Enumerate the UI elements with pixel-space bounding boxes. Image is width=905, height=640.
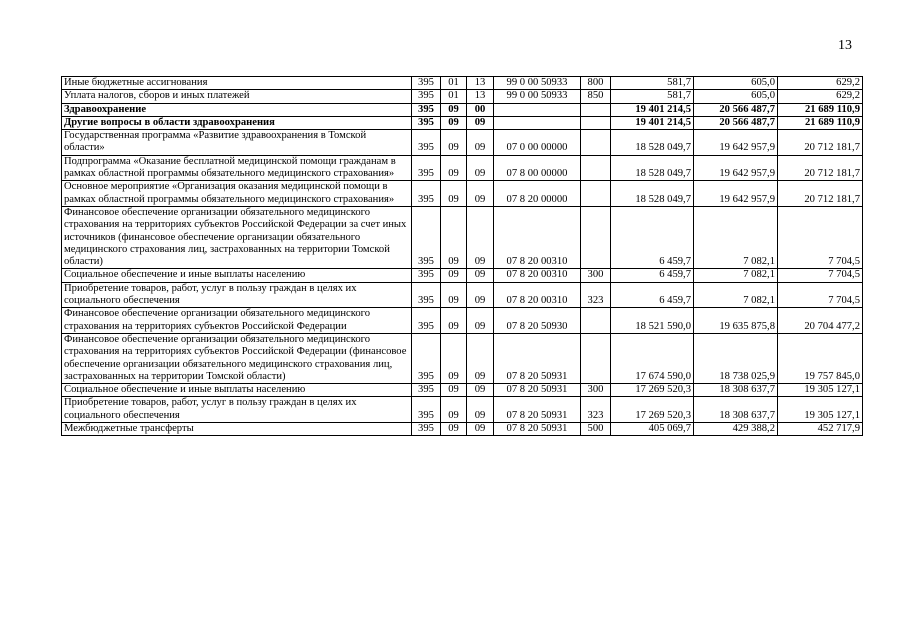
cell-subsection: 09 <box>467 155 494 181</box>
cell-section: 09 <box>441 282 467 308</box>
cell-expense-type <box>581 308 611 334</box>
cell-admin-code: 395 <box>412 384 441 397</box>
cell-target-article: 07 8 00 00000 <box>494 155 581 181</box>
cell-admin-code: 395 <box>412 308 441 334</box>
cell-name: Приобретение товаров, работ, услуг в пользу граждан в целях их социального обеспечения <box>62 282 412 308</box>
cell-amount-year-2: 19 642 957,9 <box>694 130 778 156</box>
cell-subsection: 09 <box>467 308 494 334</box>
cell-amount-year-1: 19 401 214,5 <box>611 103 694 116</box>
cell-admin-code: 395 <box>412 423 441 436</box>
table-row <box>62 308 863 334</box>
budget-table <box>61 76 863 436</box>
cell-target-article: 07 8 20 00310 <box>494 269 581 282</box>
cell-section: 09 <box>441 103 467 116</box>
table-row <box>62 103 863 116</box>
cell-name: Социальное обеспечение и иные выплаты населению <box>62 269 412 282</box>
cell-expense-type <box>581 206 611 268</box>
table-row <box>62 282 863 308</box>
cell-name: Приобретение товаров, работ, услуг в пользу граждан в целях их социального обеспечения <box>62 397 412 423</box>
cell-expense-type <box>581 130 611 156</box>
cell-section: 09 <box>441 116 467 129</box>
page-number: 13 <box>838 38 852 53</box>
cell-target-article: 07 8 20 50930 <box>494 308 581 334</box>
cell-name: Финансовое обеспечение организации обязательного медицинского страхования на территориях субъектов Российской Федерации <box>62 308 412 334</box>
cell-amount-year-3: 19 305 127,1 <box>778 384 863 397</box>
cell-section: 09 <box>441 269 467 282</box>
cell-target-article: 07 0 00 00000 <box>494 130 581 156</box>
cell-expense-type: 800 <box>581 77 611 90</box>
cell-amount-year-1: 17 269 520,3 <box>611 384 694 397</box>
cell-expense-type <box>581 116 611 129</box>
cell-section: 09 <box>441 308 467 334</box>
cell-section: 09 <box>441 384 467 397</box>
cell-amount-year-3: 7 704,5 <box>778 282 863 308</box>
cell-admin-code: 395 <box>412 77 441 90</box>
cell-target-article: 07 8 20 00310 <box>494 206 581 268</box>
cell-expense-type <box>581 181 611 207</box>
cell-amount-year-2: 18 738 025,9 <box>694 333 778 383</box>
cell-amount-year-2: 18 308 637,7 <box>694 384 778 397</box>
cell-amount-year-3: 7 704,5 <box>778 269 863 282</box>
cell-admin-code: 395 <box>412 333 441 383</box>
cell-section: 09 <box>441 155 467 181</box>
cell-expense-type: 850 <box>581 90 611 103</box>
cell-amount-year-3: 20 712 181,7 <box>778 130 863 156</box>
cell-section: 09 <box>441 423 467 436</box>
cell-target-article: 07 8 20 50931 <box>494 397 581 423</box>
cell-expense-type <box>581 103 611 116</box>
cell-admin-code: 395 <box>412 282 441 308</box>
cell-subsection: 09 <box>467 130 494 156</box>
cell-subsection: 09 <box>467 397 494 423</box>
cell-target-article: 07 8 20 50931 <box>494 333 581 383</box>
cell-subsection: 09 <box>467 423 494 436</box>
cell-amount-year-2: 7 082,1 <box>694 206 778 268</box>
cell-admin-code: 395 <box>412 269 441 282</box>
cell-section: 01 <box>441 90 467 103</box>
cell-admin-code: 395 <box>412 90 441 103</box>
cell-expense-type: 300 <box>581 269 611 282</box>
cell-section: 09 <box>441 130 467 156</box>
cell-target-article <box>494 116 581 129</box>
table-row <box>62 397 863 423</box>
cell-amount-year-1: 17 674 590,0 <box>611 333 694 383</box>
cell-subsection: 09 <box>467 181 494 207</box>
cell-amount-year-3: 629,2 <box>778 90 863 103</box>
cell-amount-year-3: 20 704 477,2 <box>778 308 863 334</box>
cell-amount-year-2: 7 082,1 <box>694 282 778 308</box>
cell-subsection: 09 <box>467 333 494 383</box>
cell-amount-year-1: 19 401 214,5 <box>611 116 694 129</box>
table-body <box>62 77 863 436</box>
cell-admin-code: 395 <box>412 130 441 156</box>
cell-subsection: 09 <box>467 116 494 129</box>
cell-expense-type: 323 <box>581 397 611 423</box>
cell-amount-year-3: 21 689 110,9 <box>778 116 863 129</box>
cell-section: 01 <box>441 77 467 90</box>
cell-name: Межбюджетные трансферты <box>62 423 412 436</box>
cell-target-article: 99 0 00 50933 <box>494 77 581 90</box>
cell-subsection: 09 <box>467 384 494 397</box>
cell-amount-year-3: 20 712 181,7 <box>778 181 863 207</box>
cell-name: Социальное обеспечение и иные выплаты населению <box>62 384 412 397</box>
table-row <box>62 423 863 436</box>
table-row <box>62 116 863 129</box>
cell-amount-year-3: 19 757 845,0 <box>778 333 863 383</box>
cell-target-article: 07 8 20 00310 <box>494 282 581 308</box>
cell-section: 09 <box>441 397 467 423</box>
cell-amount-year-3: 19 305 127,1 <box>778 397 863 423</box>
cell-name: Государственная программа «Развитие здравоохранения в Томской области» <box>62 130 412 156</box>
cell-subsection: 13 <box>467 90 494 103</box>
table-row <box>62 384 863 397</box>
cell-admin-code: 395 <box>412 103 441 116</box>
cell-section: 09 <box>441 181 467 207</box>
cell-amount-year-2: 429 388,2 <box>694 423 778 436</box>
cell-name: Финансовое обеспечение организации обязательного медицинского страхования на территориях субъектов Российской Федерации за счет иных источников (финансовое обеспечение организации обязательного медицинского страхования лиц, застрахованных на территории Томской области) <box>62 206 412 268</box>
cell-amount-year-1: 6 459,7 <box>611 282 694 308</box>
cell-name: Иные бюджетные ассигнования <box>62 77 412 90</box>
cell-amount-year-1: 405 069,7 <box>611 423 694 436</box>
cell-subsection: 09 <box>467 282 494 308</box>
cell-amount-year-2: 19 642 957,9 <box>694 155 778 181</box>
cell-expense-type: 300 <box>581 384 611 397</box>
cell-target-article: 07 8 20 00000 <box>494 181 581 207</box>
cell-amount-year-3: 20 712 181,7 <box>778 155 863 181</box>
table-row <box>62 181 863 207</box>
cell-expense-type: 500 <box>581 423 611 436</box>
cell-subsection: 13 <box>467 77 494 90</box>
cell-name: Подпрограмма «Оказание бесплатной медицинской помощи гражданам в рамках областной программы обязательного медицинского страхования» <box>62 155 412 181</box>
cell-amount-year-2: 18 308 637,7 <box>694 397 778 423</box>
table-row <box>62 269 863 282</box>
cell-amount-year-3: 21 689 110,9 <box>778 103 863 116</box>
cell-admin-code: 395 <box>412 116 441 129</box>
cell-admin-code: 395 <box>412 155 441 181</box>
cell-amount-year-1: 18 528 049,7 <box>611 155 694 181</box>
cell-name: Здравоохранение <box>62 103 412 116</box>
cell-amount-year-1: 581,7 <box>611 90 694 103</box>
cell-subsection: 09 <box>467 206 494 268</box>
cell-amount-year-2: 20 566 487,7 <box>694 103 778 116</box>
cell-amount-year-1: 18 528 049,7 <box>611 130 694 156</box>
cell-amount-year-1: 581,7 <box>611 77 694 90</box>
cell-amount-year-1: 6 459,7 <box>611 206 694 268</box>
cell-admin-code: 395 <box>412 181 441 207</box>
cell-expense-type <box>581 155 611 181</box>
cell-amount-year-1: 6 459,7 <box>611 269 694 282</box>
cell-amount-year-2: 605,0 <box>694 77 778 90</box>
cell-amount-year-1: 17 269 520,3 <box>611 397 694 423</box>
table-row <box>62 155 863 181</box>
table-row <box>62 77 863 90</box>
cell-amount-year-1: 18 528 049,7 <box>611 181 694 207</box>
cell-amount-year-2: 7 082,1 <box>694 269 778 282</box>
cell-subsection: 09 <box>467 269 494 282</box>
cell-name: Финансовое обеспечение организации обязательного медицинского страхования на территориях субъектов Российской Федерации (финансовое обеспечение организации обязательного медицинского страхования лиц, застрахованных на территории Томской области) <box>62 333 412 383</box>
cell-admin-code: 395 <box>412 206 441 268</box>
cell-target-article: 07 8 20 50931 <box>494 423 581 436</box>
cell-amount-year-2: 20 566 487,7 <box>694 116 778 129</box>
cell-expense-type <box>581 333 611 383</box>
cell-name: Другие вопросы в области здравоохранения <box>62 116 412 129</box>
cell-amount-year-3: 452 717,9 <box>778 423 863 436</box>
table-row <box>62 333 863 383</box>
table-row <box>62 90 863 103</box>
cell-section: 09 <box>441 333 467 383</box>
cell-name: Уплата налогов, сборов и иных платежей <box>62 90 412 103</box>
cell-subsection: 00 <box>467 103 494 116</box>
cell-amount-year-3: 7 704,5 <box>778 206 863 268</box>
cell-target-article: 99 0 00 50933 <box>494 90 581 103</box>
cell-amount-year-2: 19 635 875,8 <box>694 308 778 334</box>
cell-amount-year-3: 629,2 <box>778 77 863 90</box>
cell-section: 09 <box>441 206 467 268</box>
cell-name: Основное мероприятие «Организация оказания медицинской помощи в рамках областной программы обязательного медицинского страхования» <box>62 181 412 207</box>
cell-amount-year-1: 18 521 590,0 <box>611 308 694 334</box>
table-row <box>62 206 863 268</box>
cell-amount-year-2: 19 642 957,9 <box>694 181 778 207</box>
table-row <box>62 130 863 156</box>
cell-target-article <box>494 103 581 116</box>
cell-admin-code: 395 <box>412 397 441 423</box>
cell-target-article: 07 8 20 50931 <box>494 384 581 397</box>
cell-expense-type: 323 <box>581 282 611 308</box>
cell-amount-year-2: 605,0 <box>694 90 778 103</box>
